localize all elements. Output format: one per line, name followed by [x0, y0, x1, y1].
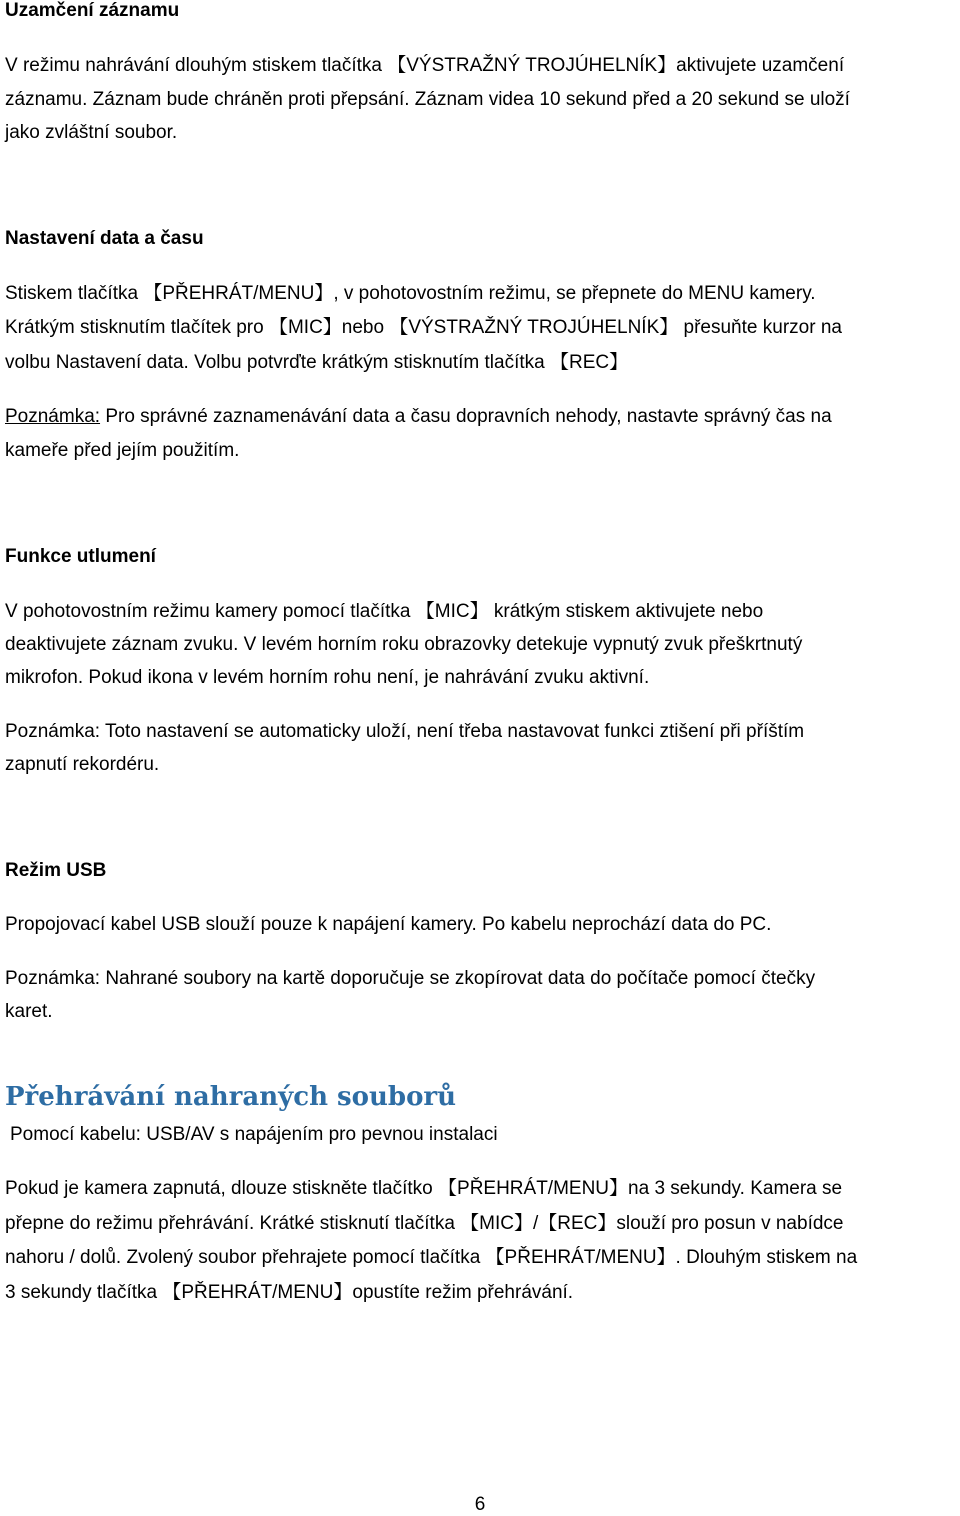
playback-line-1: Pokud je kamera zapnutá, dlouze stiskněte tlačítko 【PŘEHRÁT/MENU】na 3 sekundy. Kamera se [5, 1178, 843, 1199]
lock-heading: Uzamčení záznamu [5, 0, 180, 21]
datetime-line-3: volbu Nastavení data. Volbu potvrďte krátkým stisknutím tlačítka 【REC】 [5, 352, 629, 373]
datetime-note-text-1: Pro správné zaznamenávání data a času dopravních nehody, nastavte správný čas na [100, 406, 832, 427]
page-number: 6 [474, 1494, 486, 1515]
lock-line-2: záznamu. Záznam bude chráněn proti přepsání. Záznam videa 10 sekund před a 20 sekund se uloží [5, 89, 850, 110]
mute-note-line-2: zapnutí rekordéru. [5, 754, 160, 775]
playback-line-4: 3 sekundy tlačítka 【PŘEHRÁT/MENU】opustíte režim přehrávání. [5, 1282, 574, 1303]
mute-note-line-1: Poznámka: Toto nastavení se automaticky uloží, není třeba nastavovat funkci ztišení při příštím [5, 721, 805, 742]
lock-line-1: V režimu nahrávání dlouhým stiskem tlačítka 【VÝSTRAŽNÝ TROJÚHELNÍK】aktivujete uzamčení [5, 55, 845, 76]
playback-subtitle: Pomocí kabelu: USB/AV s napájením pro pevnou instalaci [10, 1124, 498, 1145]
datetime-line-1: Stiskem tlačítka 【PŘEHRÁT/MENU】, v pohotovostním režimu, se přepnete do MENU kamery. [5, 283, 816, 304]
mute-line-2: deaktivujete záznam zvuku. V levém horním roku obrazovky detekuje vypnutý zvuk přeškrtnutý [5, 634, 803, 655]
usb-note-line-1: Poznámka: Nahrané soubory na kartě doporučuje se zkopírovat data do počítače pomocí čtečky [5, 968, 816, 989]
datetime-note-line-1 [5, 406, 832, 428]
mute-heading: Funkce utlumení [5, 546, 156, 567]
datetime-note-line-2: kameře před jejím použitím. [5, 440, 240, 461]
datetime-heading: Nastavení data a času [5, 228, 204, 249]
usb-heading: Režim USB [5, 860, 107, 881]
lock-line-3: jako zvláštní soubor. [5, 122, 178, 143]
playback-line-3: nahoru / dolů. Zvolený soubor přehrajete pomocí tlačítka 【PŘEHRÁT/MENU】. Dlouhým stiskem na [5, 1247, 858, 1268]
mute-line-3: mikrofon. Pokud ikona v levém horním rohu není, je nahrávání zvuku aktivní. [5, 667, 650, 688]
usb-line-1: Propojovací kabel USB slouží pouze k napájení kamery. Po kabelu neprochází data do PC. [5, 914, 772, 935]
usb-note-line-2: karet. [5, 1001, 53, 1022]
mute-line-1: V pohotovostním režimu kamery pomocí tlačítka 【MIC】 krátkým stiskem aktivujete nebo [5, 601, 764, 622]
datetime-note-label: Poznámka: [5, 406, 101, 427]
datetime-line-2: Krátkým stisknutím tlačítek pro 【MIC】nebo 【VÝSTRAŽNÝ TROJÚHELNÍK】 přesuňte kurzor na [5, 317, 842, 338]
playback-heading: Přehrávání nahraných souborů [5, 1082, 457, 1112]
playback-line-2: přepne do režimu přehrávání. Krátké stisknutí tlačítka 【MIC】/【REC】slouží pro posun v nabídce [5, 1213, 844, 1234]
